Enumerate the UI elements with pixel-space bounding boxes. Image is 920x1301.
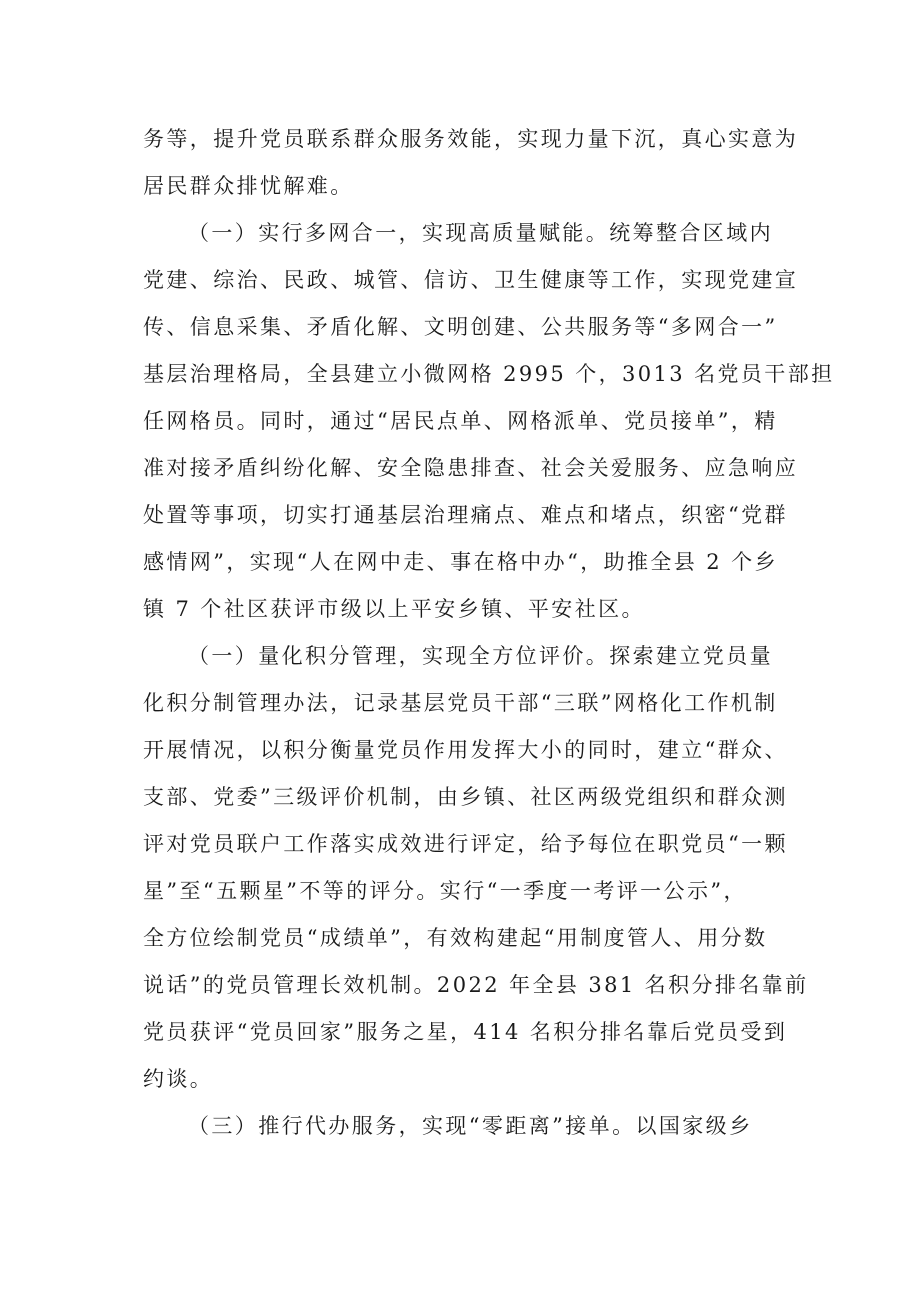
text-line: 化积分制管理办法，记录基层党员干部“三联”网格化工作机制 [143, 691, 778, 715]
text-line: （三）推行代办服务，实现“零距离”接单。以国家级乡 [188, 1114, 753, 1138]
text-line: 约谈。 [143, 1067, 214, 1091]
text-line: 传、信息采集、矛盾化解、文明创建、公共服务等“多网合一” [143, 315, 778, 339]
text-line: 党员获评“党员回家”服务之星，414 名积分排名靠后党员受到 [143, 1020, 788, 1044]
text-line: 开展情况，以积分衡量党员作用发挥大小的同时，建立“群众、 [143, 738, 788, 762]
text-line: 基层治理格局，全县建立小微网格 2995 个，3013 名党员干部担 [143, 362, 835, 386]
text-line: （一）实行多网合一，实现高质量赋能。统筹整合区域内 [188, 221, 773, 245]
text-line: 任网格员。同时，通过“居民点单、网格派单、党员接单”，精 [143, 409, 778, 433]
text-line: 星”至“五颗星”不等的评分。实行“一季度一考评一公示”， [143, 879, 747, 903]
text-line: 准对接矛盾纠纷化解、安全隐患排查、社会关爱服务、应急响应 [143, 456, 799, 480]
text-line: 党建、综治、民政、城管、信访、卫生健康等工作，实现党建宣 [143, 268, 799, 292]
text-line: 支部、党委”三级评价机制，由乡镇、社区两级党组织和群众测 [143, 785, 788, 809]
text-line: 说话”的党员管理长效机制。2022 年全县 381 名积分排名靠前 [143, 973, 809, 997]
text-line: 务等，提升党员联系群众服务效能，实现力量下沉，真心实意为 [143, 127, 799, 151]
text-line: 处置等事项，切实打通基层治理痛点、难点和堵点，织密“党群 [143, 503, 788, 527]
text-line: 全方位绘制党员“成绩单”，有效构建起“用制度管人、用分数 [143, 926, 768, 950]
text-line: 镇 7 个社区获评市级以上平安乡镇、平安社区。 [143, 597, 645, 621]
text-line: 评对党员联户工作落实成效进行评定，给予每位在职党员“一颗 [143, 832, 788, 856]
text-line: 居民群众排忧解难。 [143, 174, 354, 198]
text-line: （一）量化积分管理，实现全方位评价。探索建立党员量 [188, 644, 773, 668]
text-line: 感情网”，实现“人在网中走、事在格中办“，助推全县 2 个乡 [143, 550, 778, 574]
